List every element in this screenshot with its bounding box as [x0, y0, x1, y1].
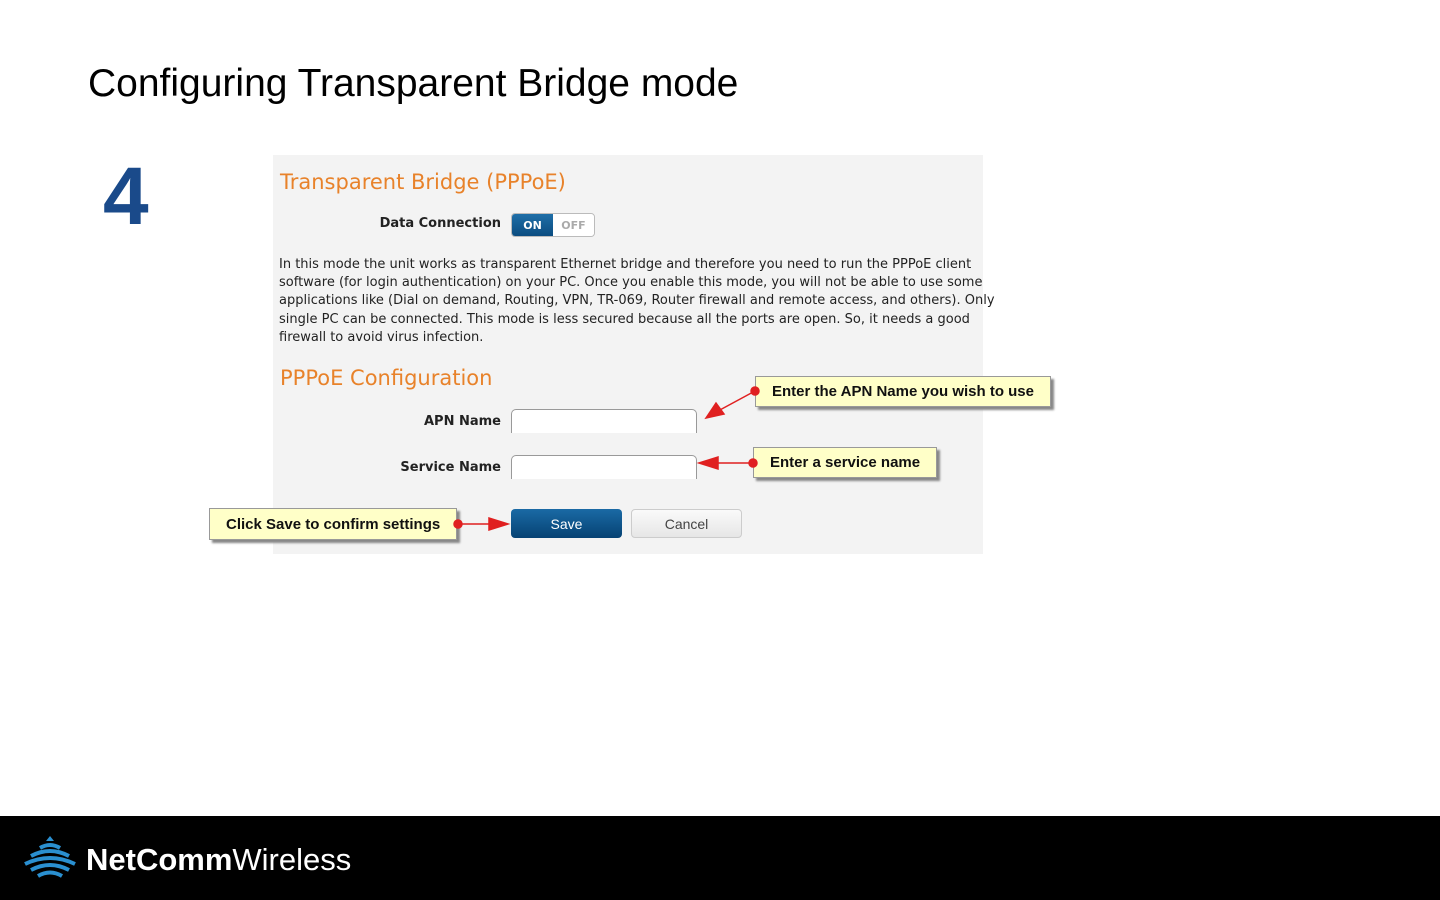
description-line: single PC can be connected. This mode is less secured because all the ports are open. So, it needs a good [279, 311, 970, 327]
footer [0, 816, 1440, 900]
step-number: 4 [103, 151, 149, 242]
apn-callout: Enter the APN Name you wish to use [755, 376, 1051, 407]
section-heading: Transparent Bridge (PPPoE) [280, 170, 566, 194]
settings-panel [273, 155, 995, 554]
apn-name-label: APN Name [423, 414, 501, 429]
description-line: applications like (Dial on demand, Routing, VPN, TR-069, Router firewall and remote access, and others). Only [279, 293, 995, 309]
data-connection-label: Data Connection [379, 216, 501, 231]
slide-title: Configuring Transparent Bridge mode [88, 62, 739, 105]
cancel-button[interactable]: Cancel [631, 509, 742, 538]
service-name-input[interactable] [511, 455, 697, 479]
service-name-label: Service Name [400, 460, 501, 475]
description-line: software (for login authentication) on your PC. Once you enable this mode, you will not be able to use some [279, 275, 983, 291]
config-heading: PPPoE Configuration [280, 366, 493, 390]
save-button[interactable]: Save [511, 509, 622, 538]
service-callout: Enter a service name [753, 447, 937, 478]
apn-name-input[interactable] [511, 409, 697, 433]
mode-description [279, 256, 995, 347]
data-connection-toggle[interactable] [511, 213, 595, 237]
save-callout: Click Save to confirm settings [209, 508, 457, 540]
toggle-on[interactable]: ON [512, 214, 553, 236]
wifi-logo-icon [22, 834, 78, 884]
toggle-off[interactable]: OFF [553, 214, 594, 236]
description-line: In this mode the unit works as transparent Ethernet bridge and therefore you need to run the PPPoE client [279, 257, 972, 272]
description-line: firewall to avoid virus infection. [279, 329, 484, 345]
brand-logo: NetCommWireless [86, 842, 352, 877]
